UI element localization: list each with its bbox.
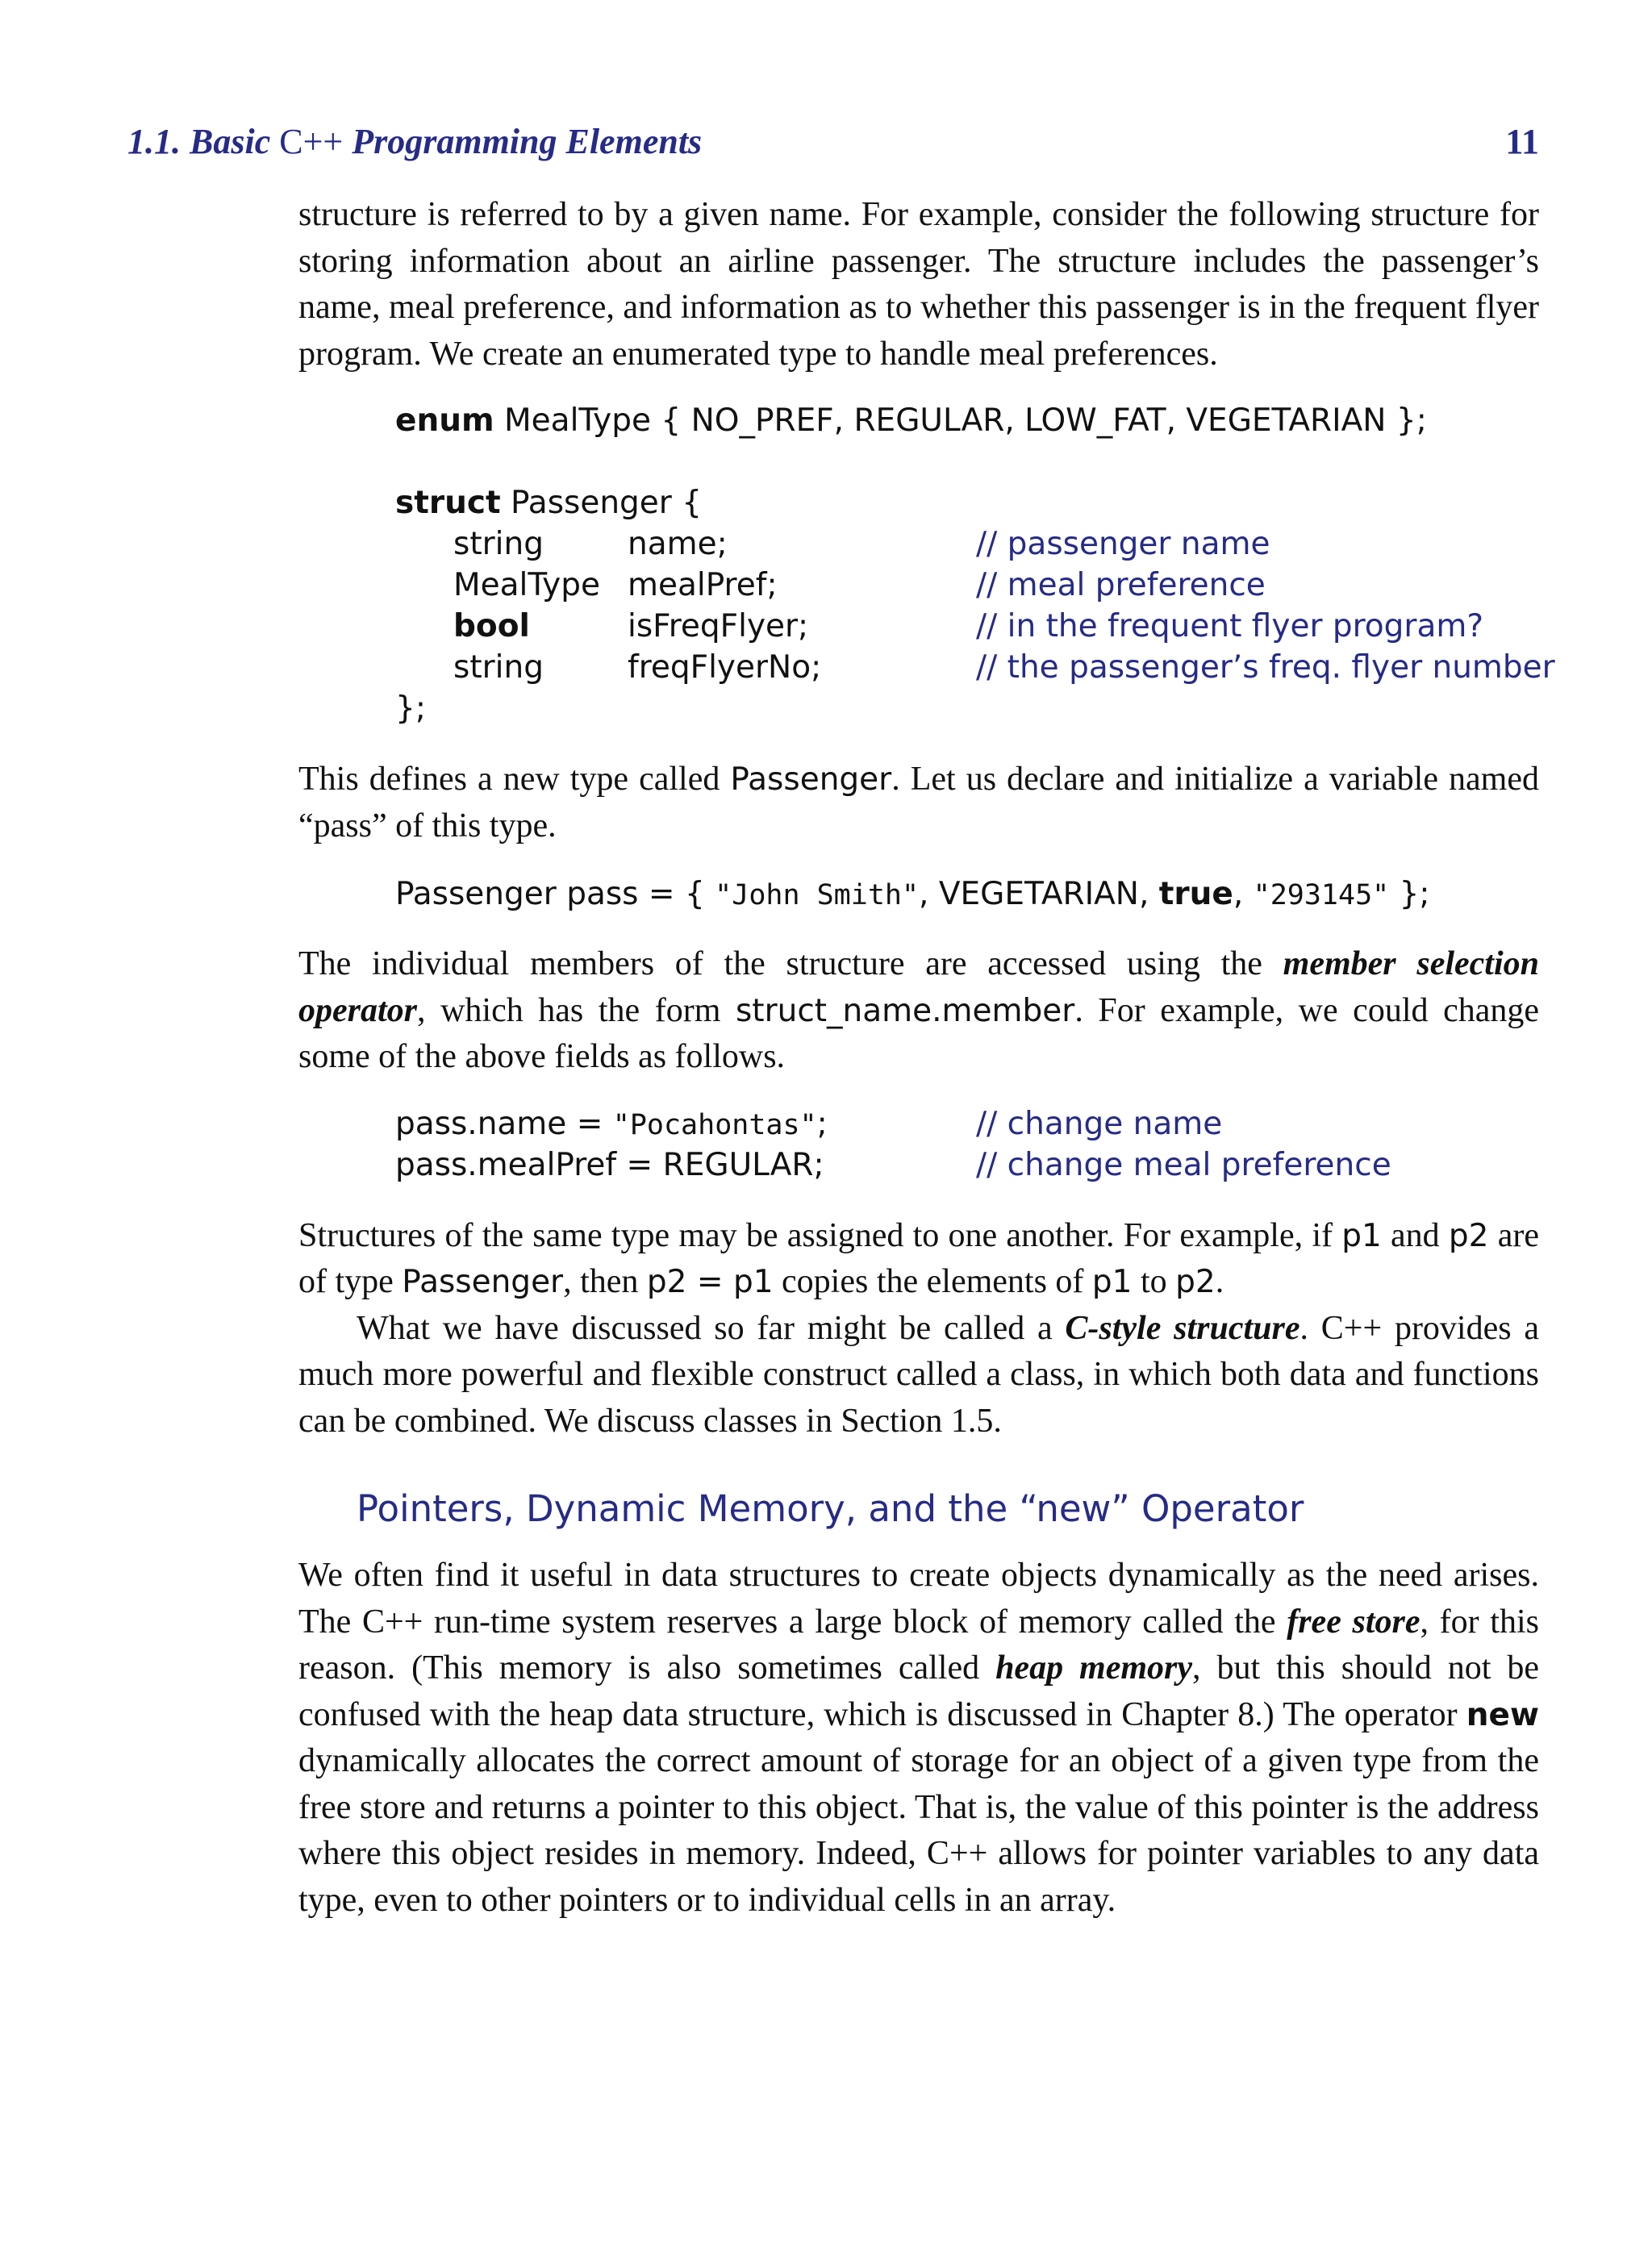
paragraph-type-defined: This defines a new type called Passenger. Let us declare and initialize a variable named “pass” of this type.: [298, 761, 1539, 844]
code-comment: // the passenger’s freq. flyer number: [976, 649, 1555, 686]
paragraph-c-style: What we have discussed so far might be called a C-style structure. C++ provides a much more powerful and flexible construct called a class, in which both data and functions can be combined. We discuss classes in Section 1.5.: [298, 1309, 1539, 1440]
code-comment: // change name: [976, 1105, 1223, 1142]
code-line: enum MealType { NO_PREF, REGULAR, LOW_FAT, VEGETARIAN };: [395, 402, 1427, 439]
code-line: struct Passenger {: [395, 485, 703, 521]
code-comment: // passenger name: [976, 526, 1270, 562]
code-comment: // meal preference: [976, 567, 1266, 603]
code-struct: [395, 482, 1555, 729]
running-header: [127, 121, 1539, 162]
page-number: 11: [1505, 122, 1539, 161]
paragraph-member-selection: The individual members of the structure are accessed using the member selection operator, which has the form struct_name.member. For example, we could change some of the above fields as follows.: [298, 945, 1539, 1075]
struct-member: bool isFreqFlyer; // in the frequent flyer program?: [395, 606, 1539, 647]
struct-member: string freqFlyerNo; // the passenger’s freq. flyer number: [395, 647, 1539, 688]
code-line: };: [395, 690, 426, 727]
code-assign: [395, 1103, 1539, 1186]
code-line: pass.name = "Pocahontas"; // change name: [395, 1103, 1539, 1145]
paragraph-free-store: We often find it useful in data structures to create objects dynamically as the need arises. The C++ run-time system reserves a large block of memory called the free store, for this reason. (This memory is also sometimes called heap memory, but this should not be confused with the heap data structure, which is discussed in Chapter 8.) The operator new dynamically allocates the correct amount of storage for an object of a given type from the free store and returns a pointer to this object. That is, the value of this pointer is the address where this object resides in memory. Indeed, C++ allows for pointer variables to any data type, even to other pointers or to individual cells in an array.: [298, 1557, 1539, 1919]
code-comment: // in the frequent flyer program?: [976, 608, 1484, 644]
struct-member: string name; // passenger name: [395, 523, 1539, 565]
code-line: pass.mealPref = REGULAR; // change meal preference: [395, 1145, 1539, 1186]
subsection-title: Pointers, Dynamic Memory, and the “new” Operator: [357, 1487, 1304, 1530]
code-enum: [395, 400, 1539, 441]
code-comment: // change meal preference: [976, 1146, 1391, 1183]
code-line: Passenger pass = { "John Smith", VEGETARIAN, true, "293145" };: [395, 876, 1430, 912]
paragraph-assignment: Structures of the same type may be assigned to one another. For example, if p1 and p2 are of type Passenger, then p2 = p1 copies the elements of p1 to p2.: [298, 1216, 1539, 1300]
page-body: [298, 192, 1555, 1924]
struct-member: MealType mealPref; // meal preference: [395, 565, 1539, 606]
paragraph-structure-intro: structure is referred to by a given name. For example, consider the following structure for storing information about an airline passenger. The structure includes the passenger’s name, meal preference, and information as to whether this passenger is in the frequent flyer program. We create an enumerated type to handle meal preferences.: [298, 196, 1539, 373]
code-init: [395, 874, 1539, 915]
section-heading: 1.1. Basic C++ Programming Elements: [127, 122, 703, 161]
